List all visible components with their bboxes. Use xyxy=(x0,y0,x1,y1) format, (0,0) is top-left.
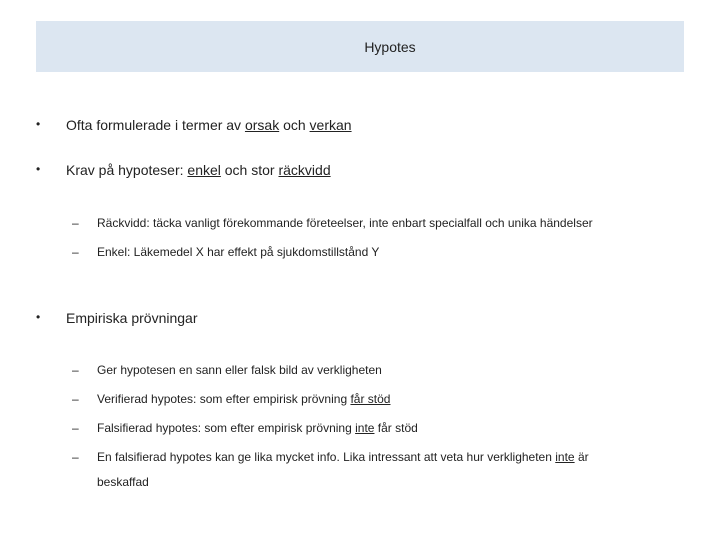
sub-item-text xyxy=(97,392,390,406)
underlined-word-inte: inte xyxy=(355,421,375,435)
sub-text-part: Falsifierad hypotes: som efter empirisk prövning xyxy=(97,421,356,435)
underlined-word-enkel: enkel xyxy=(187,162,221,178)
slide-title: Hypotes xyxy=(364,38,416,55)
underlined-word-inte: inte xyxy=(555,450,575,464)
bullet-text-part: Ofta formulerade i termer av xyxy=(66,117,245,133)
title-bar xyxy=(36,21,684,72)
bullet-text-part: Krav på hypoteser: xyxy=(66,162,188,178)
sub-item-text-continuation: beskaffad xyxy=(97,475,149,489)
dash-marker: – xyxy=(72,363,79,377)
sub-item-text xyxy=(97,450,589,464)
bullet-marker: • xyxy=(36,162,41,176)
dash-marker: – xyxy=(72,421,79,435)
bullet-marker: • xyxy=(36,310,41,324)
dash-marker: – xyxy=(72,450,79,464)
bullet-text: Empiriska prövningar xyxy=(66,310,198,326)
sub-item-text: Enkel: Läkemedel X har effekt på sjukdomstillstånd Y xyxy=(97,245,380,259)
sub-item-text xyxy=(97,421,418,435)
sub-item-text: Ger hypotesen en sann eller falsk bild av verkligheten xyxy=(97,363,382,377)
bullet-text xyxy=(66,117,352,133)
sub-text-part: är xyxy=(574,450,589,464)
sub-text-part: Verifierad hypotes: som efter empirisk prövning xyxy=(97,392,351,406)
bullet-text-part: och xyxy=(279,117,310,133)
sub-text-part: En falsifierad hypotes kan ge lika mycket info. Lika intressant att veta hur verkligheten xyxy=(97,450,556,464)
bullet-text-part: och stor xyxy=(220,162,279,178)
sub-text-part: får stöd xyxy=(374,421,418,435)
dash-marker: – xyxy=(72,216,79,230)
dash-marker: – xyxy=(72,392,79,406)
sub-item-text: Räckvidd: täcka vanligt förekommande företeelser, inte enbart specialfall och unika händelser xyxy=(97,216,593,230)
underlined-phrase-far-stod: får stöd xyxy=(350,392,391,406)
underlined-word-rackvidd: räckvidd xyxy=(278,162,331,178)
underlined-word-orsak: orsak xyxy=(244,117,280,133)
dash-marker: – xyxy=(72,245,79,259)
bullet-text xyxy=(66,162,331,178)
bullet-marker: • xyxy=(36,117,41,131)
underlined-word-verkan: verkan xyxy=(309,117,352,133)
